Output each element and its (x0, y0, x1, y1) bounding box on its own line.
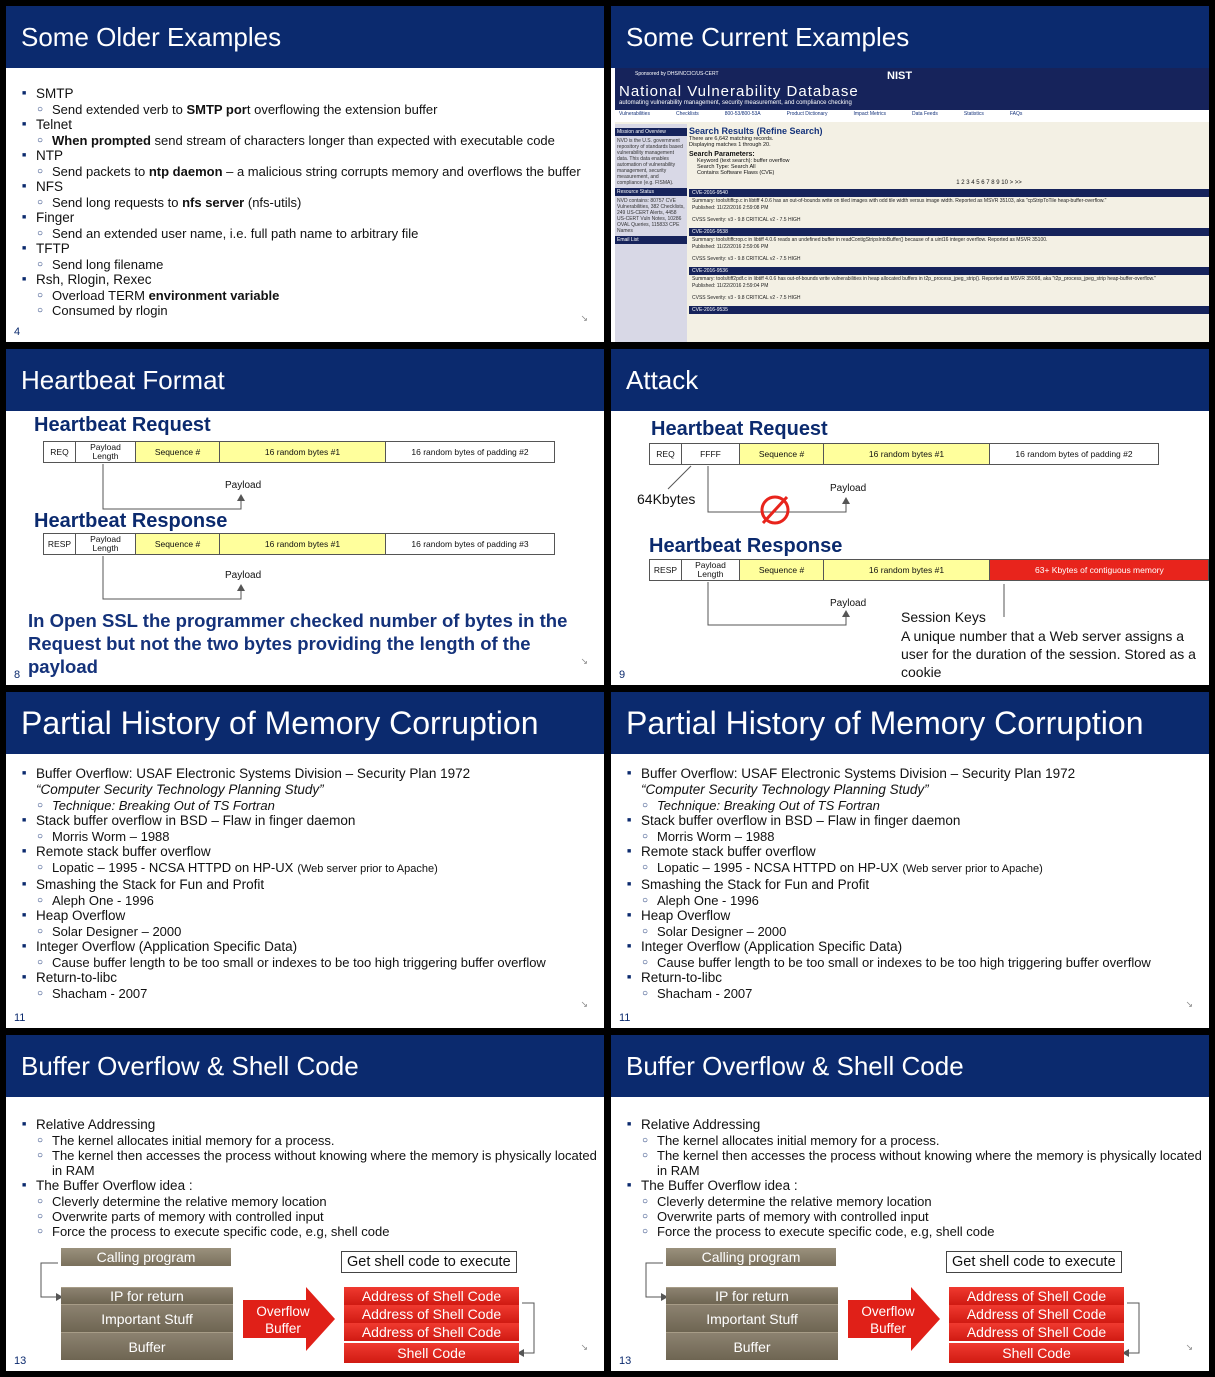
results-display: Displaying matches 1 through 20. (689, 142, 771, 148)
bullet-label: ■ Smashing the Stack for Fun and Profit (641, 877, 870, 892)
payload-label: Payload (225, 570, 262, 581)
session-keys-text: A unique number that a Web server assigns a user for the duration of the session. Stored as a cookie (901, 628, 1196, 680)
bullet-label: TFTP (36, 241, 70, 256)
nvd-screenshot (615, 68, 1209, 342)
bullet-list (627, 766, 1151, 1001)
bullet-label: ■ Smashing the Stack for Fun and Profit (36, 877, 265, 892)
sub-bullet-item (641, 860, 1151, 877)
pagination[interactable]: 1 2 3 4 5 6 7 8 9 10 > >> (956, 180, 1022, 186)
sub-bold-text: environment variable (148, 288, 280, 303)
sub-text: send stream of characters longer than expected with executable code (150, 133, 555, 148)
sub-text: Shacham - 2007 (657, 986, 753, 1001)
cursor-icon: ↘ (1185, 999, 1193, 1009)
nvd-title: National Vulnerability Database (619, 83, 859, 100)
address-of-shell-code: Address of Shell Code (949, 1323, 1124, 1341)
sub-text: Morris Worm – 1988 (52, 829, 170, 844)
cve-cvss: CVSS Severity: v3 - 9.8 CRITICAL v2 - 7.5 HIGH (692, 256, 801, 262)
cve-summary: Summary: tools/tiffcp.c in libtiff 4.0.6 has an out-of-bounds write on tiled images with odd tile width versus image width. Reported as MSVR 35103, aka "cpStripToTile heap-buffer-overflow." (692, 198, 1107, 204)
row-cell: Sequence # (740, 444, 824, 464)
page-number: 13 (619, 1355, 632, 1367)
bullet-item (627, 844, 1151, 877)
cve-id[interactable]: CVE-2016-9535 (689, 306, 1209, 314)
cve-published: Published: 11/22/2016 2:59:08 PM (692, 205, 769, 211)
sub-bullet-item: ○ Overwrite parts of memory with controlled input (641, 1209, 1209, 1224)
slide-current-examples (611, 6, 1209, 342)
sidebar-header: Resource Status (615, 188, 687, 196)
bullet-item (627, 939, 1151, 970)
bullet-label: ■ Integer Overflow (Application Specific Data) (36, 939, 298, 954)
bullet-item (22, 877, 546, 908)
sub-text: Cause buffer length to be too small or indexes to be too high triggering buffer overflow (657, 955, 1151, 970)
row-cell: 63+ Kbytes of contiguous memory (990, 560, 1208, 580)
row-cell: RESP (650, 560, 682, 580)
nvd-nav-link[interactable]: Product Dictionary (786, 111, 828, 117)
sub-text: Solar Designer – 2000 (52, 924, 182, 939)
sub-bullet-item (36, 303, 581, 318)
row-cell: 16 random bytes #1 (824, 444, 990, 464)
get-shell-code-box: Get shell code to execute (341, 1251, 517, 1273)
bullet-label: ■ The Buffer Overflow idea : (641, 1178, 798, 1193)
cursor-icon: ↘ (580, 1342, 588, 1352)
sub-bullet-item (36, 860, 546, 877)
stack-important-stuff: Important Stuff (61, 1304, 233, 1332)
sub-bullet-item (641, 955, 1151, 970)
sub-text: Solar Designer – 2000 (657, 924, 787, 939)
sub-text: Technique: Breaking Out of TS Fortran (52, 798, 275, 813)
slide-history-right (611, 692, 1209, 1028)
sub-text: Overload TERM (52, 288, 149, 303)
nvd-results (689, 126, 1209, 314)
bullet-item (22, 272, 581, 318)
search-param: Keyword (text search): buffer overflow (697, 158, 790, 164)
stack-ip-return: IP for return (666, 1287, 838, 1304)
bullet-label: ■ Remote stack buffer overflow (36, 844, 211, 859)
shell-code-box: Shell Code (949, 1343, 1124, 1363)
cve-list (689, 189, 1209, 303)
sub-bullet-item: ○ The kernel then accesses the process without knowing where the memory is physically located in RAM (36, 1148, 604, 1178)
slide-history-left (6, 692, 604, 1028)
bullet-list (22, 86, 581, 318)
sub-bullet-item (641, 798, 1151, 813)
response-row (43, 533, 555, 555)
sub-bullet-item (36, 829, 546, 844)
bullet-item (627, 908, 1151, 939)
row-cell: Payload Length (76, 442, 136, 462)
sub-text: Morris Worm – 1988 (657, 829, 775, 844)
bullet-label: ■ Buffer Overflow: USAF Electronic Systems Division – Security Plan 1972 (36, 766, 471, 781)
sub-text: Consumed by rlogin (52, 303, 168, 318)
bullet-item (22, 86, 581, 117)
response-label: Heartbeat Response (34, 510, 228, 532)
row-cell: Sequence # (136, 534, 220, 554)
bullet-item (22, 241, 581, 272)
bullet-item (22, 210, 581, 241)
slide-title: Buffer Overflow & Shell Code (6, 1035, 604, 1097)
bullet-label: ■ Integer Overflow (Application Specific Data) (641, 939, 903, 954)
payload-label: Payload (830, 598, 867, 609)
overflow-buffer-label: Overflow Buffer (256, 1304, 310, 1336)
nvd-nav-link[interactable]: Data Feeds (912, 111, 938, 117)
cve-id[interactable]: CVE-2016-9536 (689, 267, 1209, 275)
stack-buffer: Buffer (61, 1332, 233, 1360)
nvd-nav-link[interactable]: FAQs (1009, 111, 1023, 117)
slide-attack (611, 349, 1209, 685)
bullet-label: ■ Relative Addressing (641, 1117, 761, 1132)
bullet-label: SMTP (36, 86, 74, 101)
sub-bullet-item (641, 829, 1151, 844)
cve-id[interactable]: CVE-2016-9540 (689, 189, 1209, 197)
page-number: 8 (14, 669, 21, 681)
row-cell: REQ (650, 444, 682, 464)
sub-text: Lopatic – 1995 - NCSA HTTPD on HP-UX (657, 860, 899, 875)
openssl-note: In Open SSL the programmer checked number of bytes in the Request but not the two bytes providing the length of the payload (28, 610, 568, 677)
slide-title: Partial History of Memory Corruption (611, 692, 1209, 754)
params-title: Search Parameters: (689, 151, 755, 158)
row-cell: 16 random bytes #1 (824, 560, 990, 580)
row-cell: 16 random bytes of padding #2 (411, 446, 529, 457)
sub-text: Send packets to (52, 164, 149, 179)
sidebar-text: NVD contains: 80757 CVE Vulnerabilities, 382 Checklists, 249 US-CERT Alerts, 4458 US-CERT Vuln Notes, 10286 OVAL Queries, 115833 CPE Names (617, 198, 685, 234)
sidebar-header: Email List (615, 236, 687, 244)
calling-program-box: Calling program (61, 1248, 231, 1266)
calling-program-box: Calling program (666, 1248, 836, 1266)
bullet-label: ■ Remote stack buffer overflow (641, 844, 816, 859)
sub-bullet-item: ○ Cleverly determine the relative memory location (36, 1194, 604, 1209)
nvd-nav-link[interactable]: 800-53/800-53A (724, 111, 761, 117)
bullet-item (22, 179, 581, 210)
bullet-item (22, 970, 546, 1001)
bullet-label-cont: “Computer Security Technology Planning Study” (36, 782, 324, 797)
sub-bold-text: ntp daemon (148, 164, 223, 179)
bullet-item (22, 908, 546, 939)
sub-text: Aleph One - 1996 (52, 893, 154, 908)
row-cell: Payload Length (682, 560, 740, 580)
sub-bullet-item (36, 195, 581, 210)
bullet-item (627, 970, 1151, 1001)
results-count: There are 6,642 matching records. (689, 136, 774, 142)
row-cell: 16 random bytes of padding #2 (1015, 448, 1133, 459)
params-list (689, 158, 1209, 176)
search-param: Contains Software Flaws (CVE) (697, 170, 775, 176)
sub-text: Send long filename (52, 257, 164, 272)
results-title[interactable]: Search Results (Refine Search) (689, 126, 823, 136)
cve-cvss: CVSS Severity: v3 - 9.8 CRITICAL v2 - 7.5 HIGH (692, 217, 801, 223)
sub-bullet-item (36, 102, 581, 117)
cve-entry (689, 197, 1209, 225)
sub-note: (Web server prior to Apache) (902, 863, 1043, 875)
sub-bold-text: SMTP por (186, 102, 247, 117)
sub-text: Aleph One - 1996 (657, 893, 759, 908)
bullet-label-cont: “Computer Security Technology Planning Study” (641, 782, 929, 797)
address-of-shell-code: Address of Shell Code (949, 1305, 1124, 1323)
sub-bullet-item (36, 798, 546, 813)
bullet-item (22, 844, 546, 877)
bullet-label: ■ Stack buffer overflow in BSD – Flaw in finger daemon (36, 813, 356, 828)
stack-important-stuff: Important Stuff (666, 1304, 838, 1332)
sub-bullet-item (36, 133, 581, 148)
stack-buffer: Buffer (666, 1332, 838, 1360)
nvd-sidebar (615, 124, 687, 342)
sub-bullet-item: ○ Cleverly determine the relative memory location (641, 1194, 1209, 1209)
bullet-label: ■ The Buffer Overflow idea : (36, 1178, 193, 1193)
bullet-label: NFS (36, 179, 63, 194)
address-of-shell-code: Address of Shell Code (949, 1287, 1124, 1305)
slide-older-examples (6, 6, 604, 342)
address-of-shell-code: Address of Shell Code (344, 1305, 519, 1323)
nvd-subtitle: automating vulnerability management, security measurement, and compliance checking (619, 100, 852, 106)
page-number: 11 (619, 1012, 631, 1024)
row-cell: 16 random bytes #1 (220, 534, 386, 554)
sub-bullet-item (36, 955, 546, 970)
slide-heartbeat-format (6, 349, 604, 685)
sub-text: Send long requests to (52, 195, 183, 210)
nvd-nav-link[interactable]: Checklists (675, 111, 699, 117)
row-cell: RESP (44, 534, 76, 554)
payload-label: Payload (830, 483, 867, 494)
nvd-nav-link[interactable]: Statistics (963, 111, 984, 117)
cve-entry (689, 236, 1209, 264)
cve-published: Published: 11/22/2016 2:59:04 PM (692, 283, 769, 289)
bullet-label: Finger (36, 210, 75, 225)
sidebar-header: Mission and Overview (615, 128, 687, 136)
sub-bullet-item: ○ Force the process to execute specific code, e.g, shell code (641, 1224, 1209, 1239)
sub-text: Lopatic – 1995 - NCSA HTTPD on HP-UX (52, 860, 294, 875)
cursor-icon: ↘ (580, 999, 588, 1009)
response-row (649, 559, 1209, 581)
bullet-item (627, 766, 1151, 813)
bullet-item (627, 877, 1151, 908)
sub-bullet-item: ○ Overwrite parts of memory with controlled input (36, 1209, 604, 1224)
sub-bullet-item: ○ Force the process to execute specific code, e.g, shell code (36, 1224, 604, 1239)
bullet-label: NTP (36, 148, 63, 163)
slide-title: Some Current Examples (611, 6, 1209, 68)
payload-label: Payload (225, 480, 262, 491)
page-number: 4 (14, 326, 21, 338)
nist-logo: NIST (887, 70, 913, 82)
stack-ip-return: IP for return (61, 1287, 233, 1304)
row-cell: FFFF (682, 444, 740, 464)
bullet-item (22, 148, 581, 179)
overflow-buffer-label: Overflow Buffer (861, 1304, 915, 1336)
bullet-label: ■ Heap Overflow (36, 908, 126, 923)
address-of-shell-code: Address of Shell Code (344, 1287, 519, 1305)
cve-id[interactable]: CVE-2016-9538 (689, 228, 1209, 236)
bullet-item (22, 766, 546, 813)
kbytes-label: 64Kbytes (637, 491, 696, 507)
slide-title: Heartbeat Format (6, 349, 604, 411)
cve-cvss: CVSS Severity: v3 - 9.8 CRITICAL v2 - 7.5 HIGH (692, 295, 801, 301)
bullet-label: ■ Buffer Overflow: USAF Electronic Systems Division – Security Plan 1972 (641, 766, 1076, 781)
bullet-label: ■ Relative Addressing (36, 1117, 156, 1132)
cve-summary: Summary: tools/tiffcrop.c in libtiff 4.0.6 reads an undefined buffer in readContigStripsIntoBuffer() because of a uint16 integer overflow. Reported as MSVR 35100. (692, 237, 1048, 243)
nvd-nav-link[interactable]: Vulnerabilities (619, 111, 650, 117)
sub-bullet-item (36, 257, 581, 272)
bullet-item (627, 813, 1151, 844)
sub-bullet-item (36, 924, 546, 939)
sub-bullet-item (36, 893, 546, 908)
bullet-label: ■ Return-to-libc (641, 970, 723, 985)
bullet-list (22, 766, 546, 1001)
cursor-icon: ↘ (580, 313, 588, 323)
sub-text: Shacham - 2007 (52, 986, 148, 1001)
slide-title: Attack (611, 349, 1209, 411)
sub-bullet-item (641, 893, 1151, 908)
bullet-label: Rsh, Rlogin, Rexec (36, 272, 152, 287)
sub-bullet-item (641, 986, 1151, 1001)
cve-summary: Summary: tools/tiff2pdf.c in libtiff 4.0.6 has out-of-bounds write vulnerabilities in heap allocated buffers in t2p_process_jpeg_strip(). Reported as MSVR 35098, aka "t2p_process_jpeg_strip heap-buffer-overflow." (692, 276, 1156, 282)
sub-bullet-item (36, 164, 581, 179)
sub-bullet-item (36, 288, 581, 303)
sub-bullet-item: ○ The kernel allocates initial memory for a process. (36, 1133, 604, 1148)
nvd-sponsor: Sponsored by DHS/NCCIC/US-CERT (635, 71, 719, 77)
address-of-shell-code: Address of Shell Code (344, 1323, 519, 1341)
nvd-nav-link[interactable]: Impact Metrics (853, 111, 886, 117)
page-number: 11 (14, 1012, 26, 1024)
sub-text: Cause buffer length to be too small or indexes to be too high triggering buffer overflow (52, 955, 546, 970)
cve-published: Published: 11/22/2016 2:59:06 PM (692, 244, 769, 250)
sub-text: – a malicious string corrupts memory and overflows the buffer (222, 164, 581, 179)
page-number: 13 (14, 1355, 27, 1367)
row-cell: Payload Length (76, 534, 136, 554)
slide-shell-right (611, 1035, 1209, 1371)
row-cell: REQ (44, 442, 76, 462)
sub-bullet-item (641, 924, 1151, 939)
bullet-item (22, 813, 546, 844)
sub-text: Send extended verb to (52, 102, 187, 117)
cursor-icon: ↘ (1185, 1342, 1193, 1352)
sub-text: Technique: Breaking Out of TS Fortran (657, 798, 880, 813)
sub-bullet-item (36, 986, 546, 1001)
get-shell-code-box: Get shell code to execute (946, 1251, 1122, 1273)
row-cell: Sequence # (136, 442, 220, 462)
bullet-label: ■ Heap Overflow (641, 908, 731, 923)
response-label: Heartbeat Response (649, 535, 843, 557)
sub-text: (nfs-utils) (244, 195, 302, 210)
sub-bullet-item: ○ The kernel then accesses the process without knowing where the memory is physically located in RAM (641, 1148, 1209, 1178)
request-label: Heartbeat Request (34, 414, 211, 436)
row-cell: Sequence # (740, 560, 824, 580)
sub-bold-text: nfs server (182, 195, 245, 210)
sidebar-text: NVD is the U.S. government repository of standards based vulnerability management data. This data enables automation of vulnerability management, security measurement, and compliance (e.g. FISMA). (617, 138, 683, 186)
bullet-item (22, 939, 546, 970)
session-keys-title: Session Keys (901, 609, 986, 625)
sub-bold-text: When prompted (52, 133, 151, 148)
cve-entry (689, 275, 1209, 303)
nvd-nav (615, 110, 1209, 122)
slide-title: Partial History of Memory Corruption (6, 692, 604, 754)
bullet-label: ■ Return-to-libc (36, 970, 118, 985)
row-cell: 16 random bytes #1 (220, 442, 386, 462)
slide-shell-left (6, 1035, 604, 1371)
sub-note: (Web server prior to Apache) (297, 863, 438, 875)
sub-bullet-item: ○ The kernel allocates initial memory for a process. (641, 1133, 1209, 1148)
shell-code-box: Shell Code (344, 1343, 519, 1363)
sub-text: t overflowing the extension buffer (246, 102, 438, 117)
cursor-icon: ↘ (580, 656, 588, 666)
slide-title: Some Older Examples (6, 6, 604, 68)
bullet-label: ■ Stack buffer overflow in BSD – Flaw in finger daemon (641, 813, 961, 828)
request-label: Heartbeat Request (651, 418, 828, 440)
page-number: 9 (619, 669, 626, 681)
slide-title: Buffer Overflow & Shell Code (611, 1035, 1209, 1097)
row-cell: 16 random bytes of padding #3 (411, 538, 529, 549)
bullet-item (22, 117, 581, 148)
sub-bullet-item (36, 226, 581, 241)
bullet-label: Telnet (36, 117, 73, 132)
search-param: Search Type: Search All (697, 164, 756, 170)
nvd-banner (615, 68, 1209, 110)
sub-text: Send an extended user name, i.e. full path name to arbitrary file (52, 226, 419, 241)
